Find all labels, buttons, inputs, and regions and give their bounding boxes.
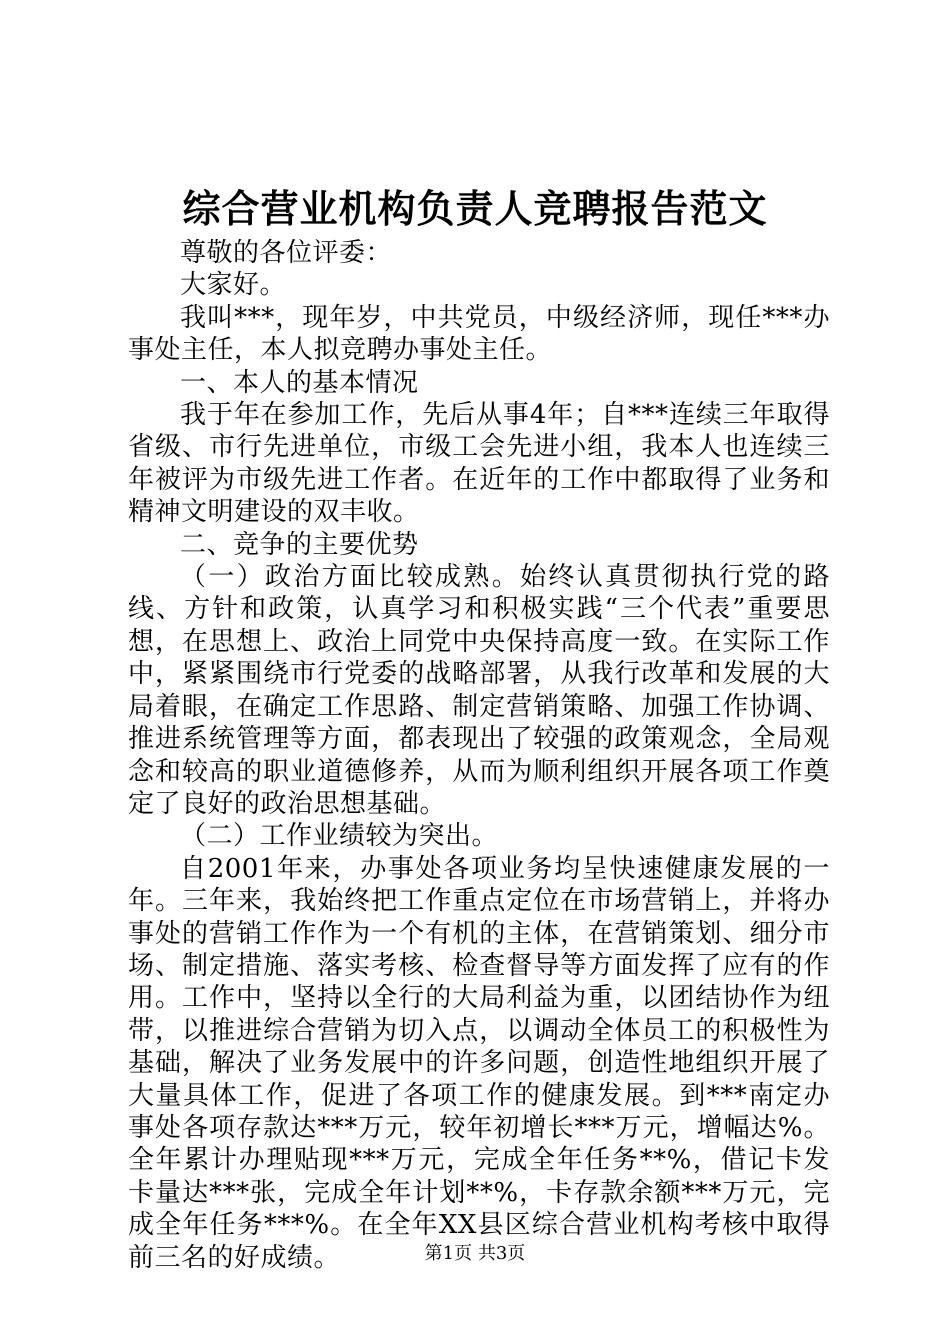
document-title: 综合营业机构负责人竞聘报告范文: [182, 186, 768, 231]
subheading-performance: （二）工作业绩较为突出。: [180, 821, 499, 852]
page-number-footer: 第1页 共3页: [424, 1243, 526, 1264]
section-heading-basic-info: 一、本人的基本情况: [180, 367, 419, 398]
performance-paragraph: 自2001年来，办事处各项业务均呈快速健康发展的一年。三年来，我始终把工作重点定位在市场营销上，并将办事处的营销工作作为一个有机的主体，在营销策划、细分市场、制定措施、落实考核、检查督导等方面发挥了应有的作用。工作中，坚持以全行的大局利益为重，以团结协作为纽带，以推进综合营销为切入点，以调动全体员工的积极性为基础，解决了业务发展中的许多问题，创造性地组织开展了大量具体工作，促进了各项工作的健康发展。到***南定办事处各项存款达***万元，较年初增长***万元，增幅达%。全年累计办理贴现***万元，完成全年任务**%，借记卡发卡量达***张，完成全年计划**%，卡存款余额***万元，完成全年任务***%。在全年XX县区综合营业机构考核中取得前三名的好成绩。: [128, 853, 830, 1273]
document-body: [128, 237, 830, 1274]
political-maturity-paragraph: （一）政治方面比较成熟。始终认真贯彻执行党的路线、方针和政策，认真学习和积极实践“三个代表”重要思想，在思想上、政治上同党中央保持高度一致。在实际工作中，紧紧围绕市行党委的战略部署，从我行改革和发展的大局着眼，在确定工作思路、制定营销策略、加强工作协调、推进系统管理等方面，都表现出了较强的政策观念，全局观念和较高的职业道德修养，从而为顺利组织开展各项工作奠定了良好的政治思想基础。: [128, 562, 830, 819]
salutation: 尊敬的各位评委：: [180, 238, 393, 268]
section-heading-advantages: 二、竞争的主要优势: [180, 529, 419, 560]
introduction-paragraph: 我叫***，现年岁，中共党员，中级经济师，现任***办事处主任，本人拟竞聘办事处主任。: [128, 302, 830, 366]
greeting: 大家好。: [180, 270, 287, 301]
basic-info-paragraph: 我于年在参加工作，先后从事4年；自***连续三年取得省级、市行先进单位，市级工会先进小组，我本人也连续三年被评为市级先进工作者。在近年的工作中都取得了业务和精神文明建设的双丰收。: [128, 400, 830, 528]
